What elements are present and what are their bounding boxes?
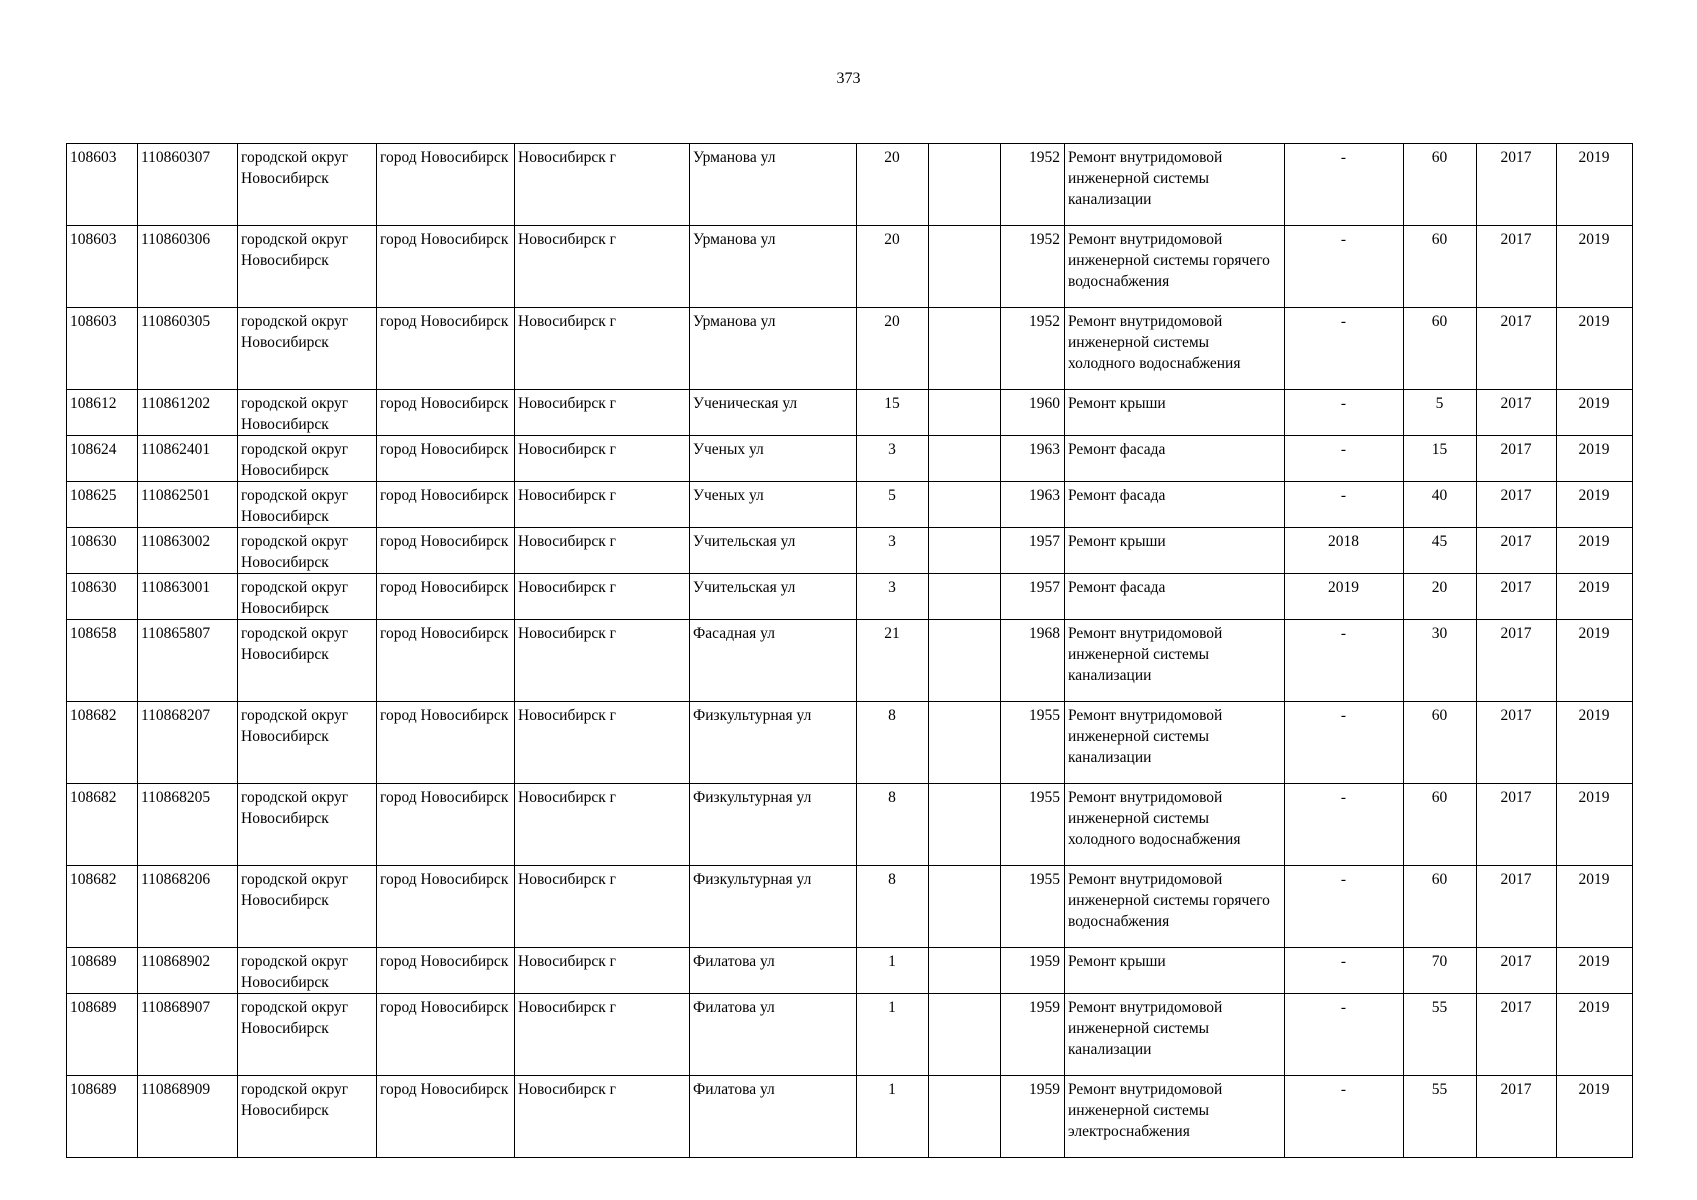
cell-municipality: городской округ Новосибирск <box>238 948 377 994</box>
cell-wear: 30 <box>1404 620 1477 702</box>
cell-prev-year: - <box>1285 994 1404 1076</box>
cell-house-number: 1 <box>857 1076 929 1158</box>
cell-municipality: городской округ Новосибирск <box>238 866 377 948</box>
cell-municipality: городской округ Новосибирск <box>238 620 377 702</box>
table-row <box>67 226 1633 308</box>
cell-build-year: 1968 <box>1001 620 1065 702</box>
cell-work-id: 110868907 <box>138 994 238 1076</box>
cell-start-year: 2017 <box>1477 1076 1557 1158</box>
table-row <box>67 948 1633 994</box>
cell-building <box>929 948 1001 994</box>
cell-work-id: 110862401 <box>138 436 238 482</box>
cell-locality: Новосибирск г <box>515 482 690 528</box>
cell-prev-year: - <box>1285 390 1404 436</box>
cell-settlement: город Новосибирск <box>377 948 515 994</box>
cell-settlement: город Новосибирск <box>377 784 515 866</box>
cell-house-number: 20 <box>857 144 929 226</box>
cell-work-id: 110863002 <box>138 528 238 574</box>
cell-street: Физкультурная ул <box>690 866 857 948</box>
cell-street: Урманова ул <box>690 144 857 226</box>
cell-wear: 60 <box>1404 308 1477 390</box>
cell-work-id: 110865807 <box>138 620 238 702</box>
table-row <box>67 620 1633 702</box>
cell-settlement: город Новосибирск <box>377 620 515 702</box>
cell-start-year: 2017 <box>1477 574 1557 620</box>
cell-start-year: 2017 <box>1477 390 1557 436</box>
cell-locality: Новосибирск г <box>515 436 690 482</box>
cell-house-number: 1 <box>857 948 929 994</box>
cell-locality: Новосибирск г <box>515 226 690 308</box>
cell-build-year: 1959 <box>1001 948 1065 994</box>
table-row <box>67 528 1633 574</box>
cell-building <box>929 390 1001 436</box>
cell-work-type: Ремонт внутридомовой инженерной системы канализации <box>1065 144 1285 226</box>
cell-building <box>929 994 1001 1076</box>
cell-build-year: 1955 <box>1001 784 1065 866</box>
cell-work-type: Ремонт внутридомовой инженерной системы канализации <box>1065 702 1285 784</box>
cell-house-number: 21 <box>857 620 929 702</box>
cell-build-year: 1963 <box>1001 482 1065 528</box>
cell-prev-year: - <box>1285 866 1404 948</box>
cell-end-year: 2019 <box>1557 226 1633 308</box>
cell-building <box>929 620 1001 702</box>
cell-work-type: Ремонт фасада <box>1065 574 1285 620</box>
cell-build-year: 1960 <box>1001 390 1065 436</box>
cell-locality: Новосибирск г <box>515 308 690 390</box>
cell-start-year: 2017 <box>1477 436 1557 482</box>
cell-municipality: городской округ Новосибирск <box>238 702 377 784</box>
cell-house-id: 108682 <box>67 866 138 948</box>
cell-work-type: Ремонт внутридомовой инженерной системы горячего водоснабжения <box>1065 226 1285 308</box>
cell-municipality: городской округ Новосибирск <box>238 390 377 436</box>
cell-settlement: город Новосибирск <box>377 1076 515 1158</box>
cell-work-type: Ремонт внутридомовой инженерной системы канализации <box>1065 620 1285 702</box>
cell-house-number: 8 <box>857 784 929 866</box>
cell-street: Урманова ул <box>690 226 857 308</box>
cell-start-year: 2017 <box>1477 620 1557 702</box>
cell-work-type: Ремонт внутридомовой инженерной системы канализации <box>1065 994 1285 1076</box>
cell-end-year: 2019 <box>1557 528 1633 574</box>
cell-house-number: 3 <box>857 574 929 620</box>
cell-street: Физкультурная ул <box>690 784 857 866</box>
cell-settlement: город Новосибирск <box>377 390 515 436</box>
cell-end-year: 2019 <box>1557 620 1633 702</box>
cell-locality: Новосибирск г <box>515 574 690 620</box>
cell-house-id: 108630 <box>67 574 138 620</box>
cell-work-type: Ремонт внутридомовой инженерной системы электроснабжения <box>1065 1076 1285 1158</box>
cell-settlement: город Новосибирск <box>377 574 515 620</box>
cell-municipality: городской округ Новосибирск <box>238 528 377 574</box>
cell-house-id: 108603 <box>67 226 138 308</box>
cell-end-year: 2019 <box>1557 948 1633 994</box>
cell-street: Филатова ул <box>690 948 857 994</box>
cell-start-year: 2017 <box>1477 948 1557 994</box>
cell-end-year: 2019 <box>1557 784 1633 866</box>
cell-wear: 40 <box>1404 482 1477 528</box>
table-row <box>67 574 1633 620</box>
cell-work-type: Ремонт внутридомовой инженерной системы горячего водоснабжения <box>1065 866 1285 948</box>
cell-wear: 45 <box>1404 528 1477 574</box>
cell-work-type: Ремонт внутридомовой инженерной системы холодного водоснабжения <box>1065 784 1285 866</box>
cell-prev-year: - <box>1285 482 1404 528</box>
cell-end-year: 2019 <box>1557 1076 1633 1158</box>
cell-house-number: 8 <box>857 866 929 948</box>
cell-building <box>929 436 1001 482</box>
cell-work-type: Ремонт внутридомовой инженерной системы холодного водоснабжения <box>1065 308 1285 390</box>
cell-prev-year: - <box>1285 1076 1404 1158</box>
cell-wear: 15 <box>1404 436 1477 482</box>
cell-street: Учительская ул <box>690 574 857 620</box>
cell-build-year: 1959 <box>1001 1076 1065 1158</box>
cell-building <box>929 1076 1001 1158</box>
cell-street: Ученых ул <box>690 482 857 528</box>
cell-end-year: 2019 <box>1557 702 1633 784</box>
cell-settlement: город Новосибирск <box>377 528 515 574</box>
cell-prev-year: - <box>1285 436 1404 482</box>
cell-house-id: 108625 <box>67 482 138 528</box>
table-row <box>67 702 1633 784</box>
page-number: 373 <box>836 70 861 87</box>
cell-start-year: 2017 <box>1477 528 1557 574</box>
cell-house-id: 108624 <box>67 436 138 482</box>
cell-locality: Новосибирск г <box>515 994 690 1076</box>
table-row <box>67 1076 1633 1158</box>
table-row <box>67 866 1633 948</box>
cell-work-id: 110868909 <box>138 1076 238 1158</box>
cell-work-id: 110860307 <box>138 144 238 226</box>
cell-prev-year: - <box>1285 308 1404 390</box>
cell-prev-year: - <box>1285 226 1404 308</box>
cell-work-id: 110868205 <box>138 784 238 866</box>
cell-end-year: 2019 <box>1557 144 1633 226</box>
cell-house-number: 15 <box>857 390 929 436</box>
cell-street: Филатова ул <box>690 1076 857 1158</box>
cell-prev-year: - <box>1285 144 1404 226</box>
cell-house-id: 108603 <box>67 144 138 226</box>
cell-end-year: 2019 <box>1557 390 1633 436</box>
cell-municipality: городской округ Новосибирск <box>238 436 377 482</box>
cell-street: Фасадная ул <box>690 620 857 702</box>
cell-house-number: 5 <box>857 482 929 528</box>
cell-locality: Новосибирск г <box>515 390 690 436</box>
cell-wear: 70 <box>1404 948 1477 994</box>
cell-work-id: 110860306 <box>138 226 238 308</box>
cell-wear: 20 <box>1404 574 1477 620</box>
cell-house-id: 108682 <box>67 702 138 784</box>
cell-build-year: 1955 <box>1001 866 1065 948</box>
cell-locality: Новосибирск г <box>515 1076 690 1158</box>
cell-wear: 55 <box>1404 994 1477 1076</box>
cell-end-year: 2019 <box>1557 482 1633 528</box>
cell-municipality: городской округ Новосибирск <box>238 308 377 390</box>
cell-end-year: 2019 <box>1557 308 1633 390</box>
cell-end-year: 2019 <box>1557 574 1633 620</box>
cell-house-id: 108603 <box>67 308 138 390</box>
cell-prev-year: 2019 <box>1285 574 1404 620</box>
cell-building <box>929 528 1001 574</box>
table-row <box>67 436 1633 482</box>
cell-work-id: 110863001 <box>138 574 238 620</box>
cell-municipality: городской округ Новосибирск <box>238 784 377 866</box>
cell-settlement: город Новосибирск <box>377 226 515 308</box>
cell-house-id: 108689 <box>67 948 138 994</box>
cell-settlement: город Новосибирск <box>377 144 515 226</box>
cell-municipality: городской округ Новосибирск <box>238 144 377 226</box>
cell-municipality: городской округ Новосибирск <box>238 1076 377 1158</box>
cell-work-type: Ремонт крыши <box>1065 528 1285 574</box>
cell-work-type: Ремонт крыши <box>1065 390 1285 436</box>
cell-build-year: 1952 <box>1001 308 1065 390</box>
cell-building <box>929 866 1001 948</box>
cell-house-id: 108682 <box>67 784 138 866</box>
cell-municipality: городской округ Новосибирск <box>238 994 377 1076</box>
cell-work-id: 110861202 <box>138 390 238 436</box>
cell-wear: 60 <box>1404 784 1477 866</box>
cell-build-year: 1952 <box>1001 226 1065 308</box>
table-row <box>67 308 1633 390</box>
cell-house-number: 3 <box>857 528 929 574</box>
cell-street: Ученых ул <box>690 436 857 482</box>
cell-building <box>929 702 1001 784</box>
table-row <box>67 390 1633 436</box>
cell-start-year: 2017 <box>1477 866 1557 948</box>
cell-start-year: 2017 <box>1477 144 1557 226</box>
cell-municipality: городской округ Новосибирск <box>238 574 377 620</box>
table-body <box>67 144 1633 1158</box>
cell-build-year: 1963 <box>1001 436 1065 482</box>
cell-prev-year: - <box>1285 784 1404 866</box>
table-row <box>67 144 1633 226</box>
cell-locality: Новосибирск г <box>515 866 690 948</box>
cell-start-year: 2017 <box>1477 308 1557 390</box>
cell-build-year: 1952 <box>1001 144 1065 226</box>
cell-house-id: 108689 <box>67 1076 138 1158</box>
cell-start-year: 2017 <box>1477 994 1557 1076</box>
table-row <box>67 994 1633 1076</box>
cell-start-year: 2017 <box>1477 226 1557 308</box>
cell-building <box>929 308 1001 390</box>
cell-prev-year: - <box>1285 620 1404 702</box>
cell-street: Учительская ул <box>690 528 857 574</box>
cell-locality: Новосибирск г <box>515 620 690 702</box>
table-row <box>67 482 1633 528</box>
cell-house-id: 108689 <box>67 994 138 1076</box>
cell-locality: Новосибирск г <box>515 948 690 994</box>
cell-building <box>929 482 1001 528</box>
cell-settlement: город Новосибирск <box>377 866 515 948</box>
cell-building <box>929 574 1001 620</box>
cell-locality: Новосибирск г <box>515 144 690 226</box>
cell-build-year: 1957 <box>1001 574 1065 620</box>
cell-work-type: Ремонт фасада <box>1065 482 1285 528</box>
cell-start-year: 2017 <box>1477 482 1557 528</box>
cell-settlement: город Новосибирск <box>377 308 515 390</box>
cell-wear: 55 <box>1404 1076 1477 1158</box>
cell-prev-year: - <box>1285 702 1404 784</box>
cell-house-id: 108658 <box>67 620 138 702</box>
cell-locality: Новосибирск г <box>515 784 690 866</box>
cell-municipality: городской округ Новосибирск <box>238 482 377 528</box>
cell-build-year: 1955 <box>1001 702 1065 784</box>
cell-work-id: 110868902 <box>138 948 238 994</box>
cell-prev-year: - <box>1285 948 1404 994</box>
cell-settlement: город Новосибирск <box>377 436 515 482</box>
cell-wear: 60 <box>1404 226 1477 308</box>
repair-registry-table <box>66 143 1633 1158</box>
table-row <box>67 784 1633 866</box>
cell-building <box>929 784 1001 866</box>
cell-street: Урманова ул <box>690 308 857 390</box>
cell-house-id: 108630 <box>67 528 138 574</box>
cell-street: Филатова ул <box>690 994 857 1076</box>
cell-work-type: Ремонт крыши <box>1065 948 1285 994</box>
cell-house-number: 20 <box>857 226 929 308</box>
cell-build-year: 1959 <box>1001 994 1065 1076</box>
cell-work-id: 110868206 <box>138 866 238 948</box>
cell-wear: 60 <box>1404 702 1477 784</box>
cell-work-id: 110862501 <box>138 482 238 528</box>
cell-work-id: 110868207 <box>138 702 238 784</box>
cell-wear: 60 <box>1404 866 1477 948</box>
cell-work-id: 110860305 <box>138 308 238 390</box>
cell-house-number: 1 <box>857 994 929 1076</box>
cell-settlement: город Новосибирск <box>377 994 515 1076</box>
cell-build-year: 1957 <box>1001 528 1065 574</box>
cell-start-year: 2017 <box>1477 702 1557 784</box>
cell-house-number: 20 <box>857 308 929 390</box>
cell-municipality: городской округ Новосибирск <box>238 226 377 308</box>
cell-end-year: 2019 <box>1557 436 1633 482</box>
cell-locality: Новосибирск г <box>515 528 690 574</box>
cell-settlement: город Новосибирск <box>377 482 515 528</box>
cell-street: Ученическая ул <box>690 390 857 436</box>
cell-wear: 60 <box>1404 144 1477 226</box>
cell-start-year: 2017 <box>1477 784 1557 866</box>
cell-end-year: 2019 <box>1557 994 1633 1076</box>
cell-work-type: Ремонт фасада <box>1065 436 1285 482</box>
cell-house-id: 108612 <box>67 390 138 436</box>
cell-street: Физкультурная ул <box>690 702 857 784</box>
cell-settlement: город Новосибирск <box>377 702 515 784</box>
cell-wear: 5 <box>1404 390 1477 436</box>
cell-building <box>929 226 1001 308</box>
cell-prev-year: 2018 <box>1285 528 1404 574</box>
cell-house-number: 8 <box>857 702 929 784</box>
cell-house-number: 3 <box>857 436 929 482</box>
cell-locality: Новосибирск г <box>515 702 690 784</box>
cell-building <box>929 144 1001 226</box>
cell-end-year: 2019 <box>1557 866 1633 948</box>
